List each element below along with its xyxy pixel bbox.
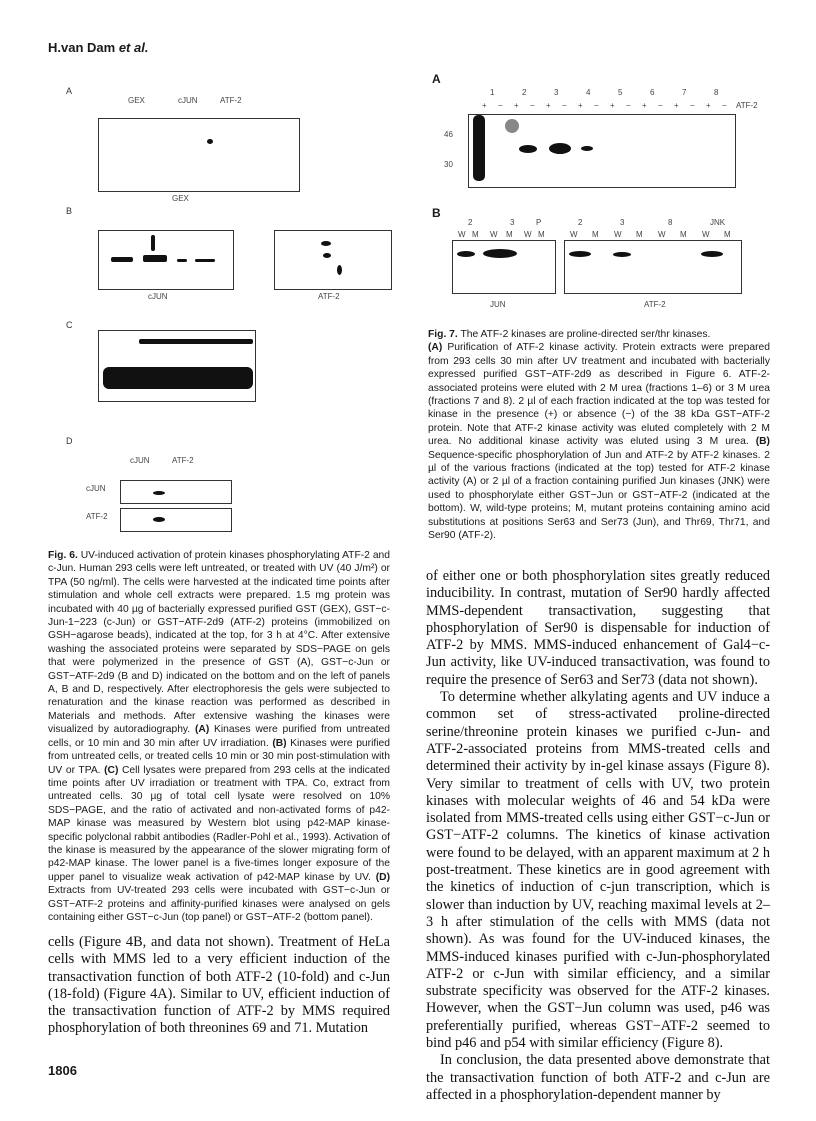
fig7-b-left-lane-p: P <box>536 218 542 227</box>
fig7-a-lane-1: 1 <box>490 88 495 97</box>
fig7-b-right-wm-8: M <box>724 230 731 239</box>
fig7-b-right-gel <box>564 240 742 294</box>
fig7-a-gel <box>468 114 736 188</box>
fig6-caption-a-text: Kinases were purified from untreated cells, or 10 min and 30 min after UV irradiation. <box>48 724 390 749</box>
fig7-a-sign-10: − <box>626 101 631 110</box>
fig6-panel-d-letter: D <box>66 436 73 446</box>
fig7-b-right-lane-jnk: JNK <box>710 218 726 227</box>
fig6-b-left-label: cJUN <box>148 292 168 301</box>
fig7-b-right-bottom: ATF-2 <box>644 300 666 309</box>
fig6-b-left-band-5 <box>195 259 215 262</box>
fig7-a-sign-16: − <box>722 101 727 110</box>
fig7-a-protein-label: ATF-2 <box>736 101 758 110</box>
fig7-b-left-wm-4: M <box>506 230 513 239</box>
fig7-caption-title: The ATF-2 kinases are proline-directed ser/thr kinases. <box>460 329 711 340</box>
fig7-panel-b-letter: B <box>432 206 441 220</box>
fig6-panel-a-letter: A <box>66 86 73 96</box>
fig6-caption-intro: UV-induced activation of protein kinases phosphorylating ATF-2 and c-Jun. Human 293 cells were left untreated, or treated with UV (40 J/m²) or TPA (50 ng/ml). The cells were harvested at the indicated time points after stimulation and whole cell extracts were prepared. 1.5 mg protein was incubated with 40 µg of bacterially expressed purified GST (GEX), GST−c-Jun-1−223 (c-Jun) or GST−ATF-2d9 (ATF-2) proteins (immobilized on GSH−agarose beads), indicated at the top, for 3 h at 4°C. After extensive washing the associated proteins were separated by SDS−PAGE on gels that were polymerized in the presence of GST (A), GST−c-Jun or GST−ATF-2d9 (B and D) indicated on the bottom and on the left of panels A, B and D, respectively. After electrophoresis the gels were subjected to renaturation and the kinase reaction was performed as described in Materials and methods. After extensive washing the kinases were visualized by autoradiography. <box>48 550 390 736</box>
fig7-b-left-wm-6: M <box>538 230 545 239</box>
fig6-a-bottom-label: GEX <box>172 194 189 203</box>
fig7-a-band-lane4 <box>581 146 593 151</box>
fig7-a-sign-4: − <box>530 101 535 110</box>
fig7-a-sign-9: + <box>610 101 615 110</box>
fig6-b-right-band-3 <box>337 265 342 275</box>
fig6-d-top-cjun: cJUN <box>130 456 150 465</box>
fig7-b-left-wm-3: W <box>490 230 498 239</box>
fig7-caption-b-label: (B) <box>755 436 770 448</box>
fig6-caption-c-label: (C) <box>104 764 119 776</box>
fig7-b-right-band-2 <box>613 252 631 257</box>
fig7-a-sign-12: − <box>658 101 663 110</box>
fig7-a-sign-7: + <box>578 101 583 110</box>
fig7-a-marker-30: 30 <box>444 160 453 169</box>
fig7-b-right-wm-2: M <box>592 230 599 239</box>
fig6-b-right-label: ATF-2 <box>318 292 340 301</box>
fig7-b-left-band-2 <box>483 249 517 258</box>
fig6-caption-d-label: (D) <box>375 871 390 883</box>
fig7-caption-a-label: (A) <box>428 342 443 354</box>
fig6-d-gel-bottom <box>120 508 232 532</box>
fig7-a-band-lane2 <box>519 145 537 153</box>
fig7-b-left-wm-1: W <box>458 230 466 239</box>
fig7-b-left-gel <box>452 240 556 294</box>
fig6-d-top-band <box>153 491 165 495</box>
fig6-b-left-band-1 <box>111 257 133 262</box>
fig7-b-right-lane-8: 8 <box>668 218 673 227</box>
fig6-b-left-band-4 <box>177 259 187 262</box>
fig7-a-lane-4: 4 <box>586 88 591 97</box>
fig7-b-right-lane-2: 2 <box>578 218 583 227</box>
fig6-caption-b-text: Kinases were purified from untreated cells, or treated cells 10 min or 30 min post-stimulation with UV or TPA. <box>48 737 390 776</box>
fig6-caption-a-label: (A) <box>194 724 210 736</box>
fig7-a-sign-6: − <box>562 101 567 110</box>
fig7-b-left-wm-5: W <box>524 230 532 239</box>
fig6-a-band <box>207 139 213 144</box>
fig6-d-gel-top <box>120 480 232 504</box>
fig7-a-marker-46: 46 <box>444 130 453 139</box>
fig7-b-right-wm-4: M <box>636 230 643 239</box>
figure-7 <box>428 68 788 318</box>
fig7-a-sign-5: + <box>546 101 551 110</box>
header-suffix: et al. <box>118 40 149 55</box>
fig7-caption-label: Fig. 7. <box>428 329 458 340</box>
fig6-b-right-band-1 <box>321 241 331 246</box>
body-right-paragraph-2: To determine whether alkylating agents and UV induce a common set of stress-activated proline-directed serine/threonine protein kinases we purified c-Jun- and ATF-2-associated proteins from MMS-treated cells and determined their activity by in-gel kinase assays (Figure 8). Very similar to treatment of cells with UV, two protein kinases with molecular weights of 46 and 54 kDa were isolated from MMS-treated cells using either GST−c-Jun or GST−ATF-2 columns. The kinetics of kinase activation were found to be delayed, with an apparent maximum at 2 h post-treatment. These kinetics are in good agreement with the kinetics of induction of c-jun transcription, which is slower than induction by UV, reaching maximal levels at 2–3 h after stimulation of the cells with MMS (data not shown). As was found for the UV-induced kinases, the MMS-induced kinases purified with c-Jun-phosphorylated ATF-2 or c-Jun with similar efficiency, and a similar substrate specificity was observed for the ATF-2 kinases. However, when the GST−Jun column was used, p46 was preferentially purified, whereas GST−ATF-2 seemed to bind p46 and p54 with similar efficiency (Figure 8). <box>426 689 770 1052</box>
fig6-caption-b-label: (B) <box>272 737 287 749</box>
fig7-a-sign-2: − <box>498 101 503 110</box>
body-left-column <box>48 934 390 1038</box>
fig7-a-sign-13: + <box>674 101 679 110</box>
fig7-b-right-band-3 <box>701 251 723 257</box>
fig7-b-right-wm-1: W <box>570 230 578 239</box>
fig6-b-left-band-3 <box>151 235 155 251</box>
fig7-b-right-lane-3: 3 <box>620 218 625 227</box>
fig7-a-lane-5: 5 <box>618 88 623 97</box>
fig7-a-sign-3: + <box>514 101 519 110</box>
fig7-caption-a-text: Purification of ATF-2 kinase activity. Protein extracts were prepared from 293 cells 30 min after UV treatment and incubated with bacterially expressed purified GST−ATF-2d9 as described in Figure 6. ATF-2-associated proteins were eluted with 2 M urea (fractions 1–6) or 3 M urea (fractions 7 and 8). 2 µl of each fraction indicated at the top was tested for kinase in the presence (+) or absence (−) of the 38 kDa GST−ATF-2 protein. Note that ATF-2 kinase activity was eluted completely with 2 M urea. No additional kinase activity was eluted using 3 M urea. <box>428 342 770 448</box>
fig6-caption-label: Fig. 6. <box>48 550 78 561</box>
fig7-b-right-band-1 <box>569 251 591 257</box>
figure-6 <box>60 80 400 540</box>
fig7-a-lane-6: 6 <box>650 88 655 97</box>
fig6-a-label-cjun: cJUN <box>178 96 198 105</box>
fig7-b-right-wm-7: W <box>702 230 710 239</box>
fig6-b-right-band-2 <box>323 253 331 258</box>
fig7-a-band-lane2-upper <box>505 119 519 133</box>
fig6-a-gel <box>98 118 300 192</box>
fig7-a-sign-15: + <box>706 101 711 110</box>
fig6-d-row-atf2: ATF-2 <box>86 512 108 521</box>
body-right-paragraph-1: of either one or both phosphorylation sites greatly reduced inducibility. In contrast, mutation of Ser90 hardly affected MMS-dependent transactivation, suggesting that phosphorylation of Ser90 is dispensable for induction of ATF-2 by MMS. MMS-induced enhancement of Gal4−c-Jun activity, like UV-induced transactivation, was found to require the presence of Ser63 and Ser73 (data not shown). <box>426 568 770 688</box>
fig7-b-left-lane-3: 3 <box>510 218 515 227</box>
fig6-a-label-gex: GEX <box>128 96 145 105</box>
fig7-b-right-wm-6: M <box>680 230 687 239</box>
fig6-c-band-upper <box>139 339 253 344</box>
fig7-a-sign-11: + <box>642 101 647 110</box>
fig6-panel-c-letter: C <box>66 320 73 330</box>
fig6-d-bottom-band <box>153 517 165 522</box>
fig6-d-top-atf2: ATF-2 <box>172 456 194 465</box>
fig7-a-lane-3: 3 <box>554 88 559 97</box>
fig6-b-left-gel <box>98 230 234 290</box>
fig6-b-right-gel <box>274 230 392 290</box>
fig7-a-sign-1: + <box>482 101 487 110</box>
fig6-caption-c-text: Cell lysates were prepared from 293 cells at the indicated time points after UV irradiation or treatment with TPA. Co, extract from untreated cells. 30 µg of total cell lysate were resolved on 10% SDS−PAGE, and the ratio of activated and non-activated forms of p42-MAP kinase was measured by Western blot using p42-MAP kinase-specific polyclonal rabbit antibodies (Radler-Pohl et al., 1993). Activation of the kinase is measured by the appearance of the slower migrating form of p42-MAP kinase. The lower panel is a five-times longer exposure of the upper panel to visualize weak activation of p42-MAP kinase by UV. <box>48 764 390 883</box>
body-right-paragraph-3: In conclusion, the data presented above demonstrate that the transactivation function of both ATF-2 and c-Jun are affected in a phosphorylation-dependent manner by <box>426 1052 770 1103</box>
fig7-a-lane-8: 8 <box>714 88 719 97</box>
fig7-b-right-wm-5: W <box>658 230 666 239</box>
page-number: 1806 <box>48 1063 77 1078</box>
fig7-a-lane-7: 7 <box>682 88 687 97</box>
header-author: H.van Dam <box>48 40 116 55</box>
fig7-a-band-lane1 <box>473 115 485 181</box>
fig6-caption <box>48 549 390 924</box>
fig7-a-sign-14: − <box>690 101 695 110</box>
fig6-panel-b-letter: B <box>66 206 73 216</box>
fig6-d-row-cjun: cJUN <box>86 484 106 493</box>
fig7-a-sign-8: − <box>594 101 599 110</box>
fig6-b-left-band-2 <box>143 255 167 262</box>
fig7-b-left-band-1 <box>457 251 475 257</box>
fig7-a-band-lane3 <box>549 143 571 154</box>
fig7-a-lane-2: 2 <box>522 88 527 97</box>
fig7-b-left-bottom: JUN <box>490 300 506 309</box>
fig6-caption-d-text: Extracts from UV-treated 293 cells were incubated with GST−c-Jun or GST−ATF-2 proteins and affinity-purified kinases were analysed on gels containing either GST−c-Jun (top panel) or GST−ATF-2 (bottom panel). <box>48 885 390 923</box>
running-header <box>48 40 148 55</box>
fig6-c-band-lower <box>103 367 253 389</box>
fig6-c-gel <box>98 330 256 402</box>
fig7-b-left-lane-2: 2 <box>468 218 473 227</box>
fig7-caption-b-text: Sequence-specific phosphorylation of Jun and ATF-2 by ATF-2 kinases. 2 µl of the various fractions (indicated at the top) tested for ATF-2 kinase activity (A) or 2 µl of a fraction containing purified Jun kinases (JNK) were used to phosphorylate either GST−Jun or GST−ATF-2 (indicated at the bottom). W, wild-type proteins; M, mutant proteins containing amino acid substitutions at positions Ser63 and Ser73 (Jun), and Thr69, Thr71, and Ser90 (ATF-2). <box>428 449 770 542</box>
fig7-panel-a-letter: A <box>432 72 441 86</box>
body-left-paragraph: cells (Figure 4B, and data not shown). Treatment of HeLa cells with MMS led to a very efficient induction of the transactivation function of both ATF-2 (10-fold) and c-Jun (18-fold) (Figure 4A). Similar to UV, efficient induction of the transactivation function of ATF-2 by MMS required phosphorylation of both threonines 69 and 71. Mutation <box>48 934 390 1037</box>
fig7-b-left-wm-2: M <box>472 230 479 239</box>
fig7-b-right-wm-3: W <box>614 230 622 239</box>
body-right-column <box>426 568 770 1104</box>
fig6-a-label-atf2: ATF-2 <box>220 96 242 105</box>
fig7-caption <box>428 328 770 543</box>
